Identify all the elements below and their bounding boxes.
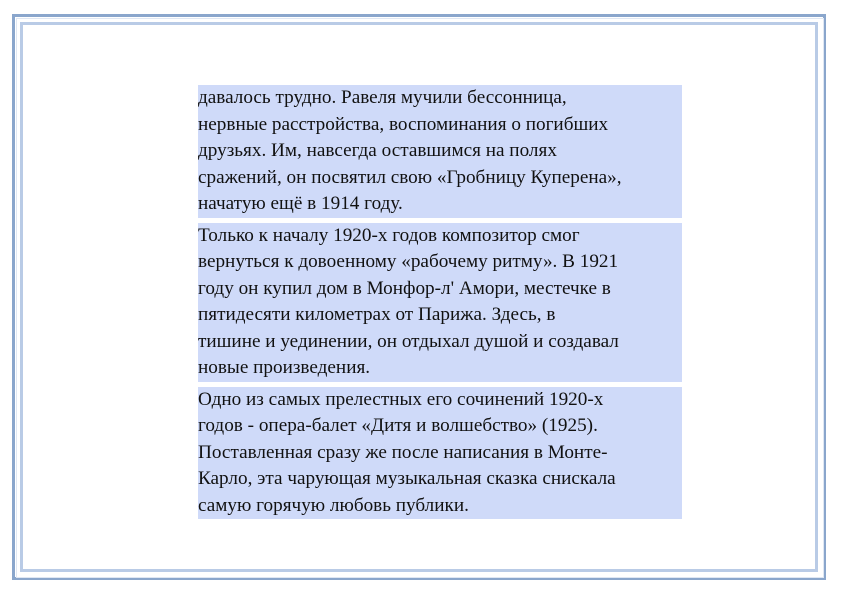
- paragraph-line: новые произведения.: [198, 357, 371, 378]
- paragraph-3: [198, 387, 682, 520]
- paragraph-line: вернуться к довоенному «рабочему ритму». В 1921: [198, 251, 619, 272]
- paragraph-line: самую горячую любовь публики.: [198, 494, 469, 516]
- paragraph-line: Поставленная сразу же после написания в Монте-: [198, 441, 608, 463]
- paragraph-line: пятидесяти километрах от Парижа. Здесь, в: [198, 304, 556, 325]
- paragraph-1: [198, 85, 682, 218]
- paragraph-2: [198, 223, 682, 382]
- paragraph-line: Карло, эта чарующая музыкальная сказка снискала: [198, 468, 616, 489]
- paragraph-line: нервные расстройства, воспоминания о погибших: [198, 113, 609, 135]
- paragraph-line: друзьях. Им, навсегда оставшимся на полях: [198, 140, 557, 161]
- paragraph-line: начатую ещё в 1914 году.: [198, 193, 403, 214]
- paragraph-line: Одно из самых прелестных его сочинений 1920-х: [198, 388, 604, 410]
- paragraph-line: годов - опера-балет «Дитя и волшебство» (1925).: [198, 415, 598, 436]
- paragraph-line: Только к началу 1920-х годов композитор смог: [198, 224, 580, 246]
- paragraph-line: году он купил дом в Монфор-л' Амори, местечке в: [198, 277, 611, 299]
- paragraph-line: сражений, он посвятил свою «Гробницу Куперена»,: [198, 166, 622, 188]
- text-block: [198, 85, 682, 524]
- paragraph-line: давалось трудно. Равеля мучили бессонница,: [198, 87, 567, 108]
- paragraph-line: тишине и уединении, он отдыхал душой и создавал: [198, 330, 619, 352]
